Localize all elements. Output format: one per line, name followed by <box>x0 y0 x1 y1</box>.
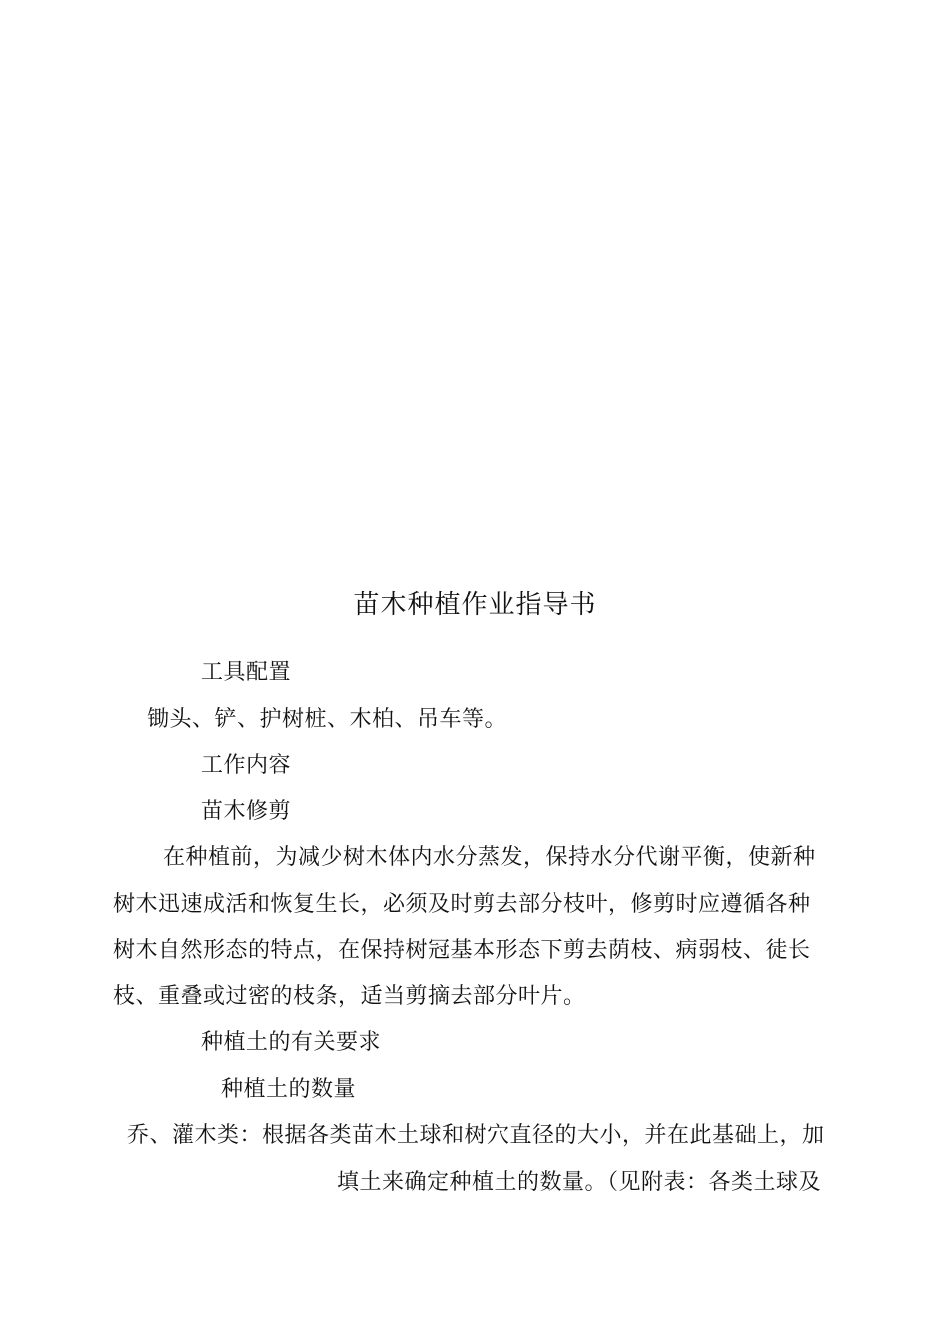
heading-work-content: 工作内容 <box>201 753 292 778</box>
heading-soil-quantity: 种植土的数量 <box>221 1077 357 1102</box>
heading-tools: 工具配置 <box>201 660 292 685</box>
pruning-paragraph-line-4: 枝、重叠或过密的枝条，适当剪摘去部分叶片。 <box>113 984 586 1009</box>
document-title: 苗木种植作业指导书 <box>353 590 597 620</box>
pruning-paragraph-line-3: 树木自然形态的特点，在保持树冠基本形态下剪去荫枝、病弱枝、徒长 <box>113 938 811 963</box>
heading-soil-requirements: 种植土的有关要求 <box>201 1030 382 1055</box>
tools-list: 锄头、铲、护树桩、木柏、吊车等。 <box>147 707 508 732</box>
pruning-paragraph-line-1: 在种植前，为减少树木体内水分蒸发，保持水分代谢平衡，使新种 <box>163 845 816 870</box>
soil-paragraph-line-1: 乔、灌木类：根据各类苗木土球和树穴直径的大小，并在此基础上，加 <box>127 1123 825 1148</box>
heading-pruning: 苗木修剪 <box>201 799 292 824</box>
pruning-paragraph-line-2: 树木迅速成活和恢复生长，必须及时剪去部分枝叶，修剪时应遵循各种 <box>113 892 811 917</box>
soil-paragraph-line-2: 填土来确定种植土的数量。（见附表：各类土球及 <box>337 1170 822 1195</box>
